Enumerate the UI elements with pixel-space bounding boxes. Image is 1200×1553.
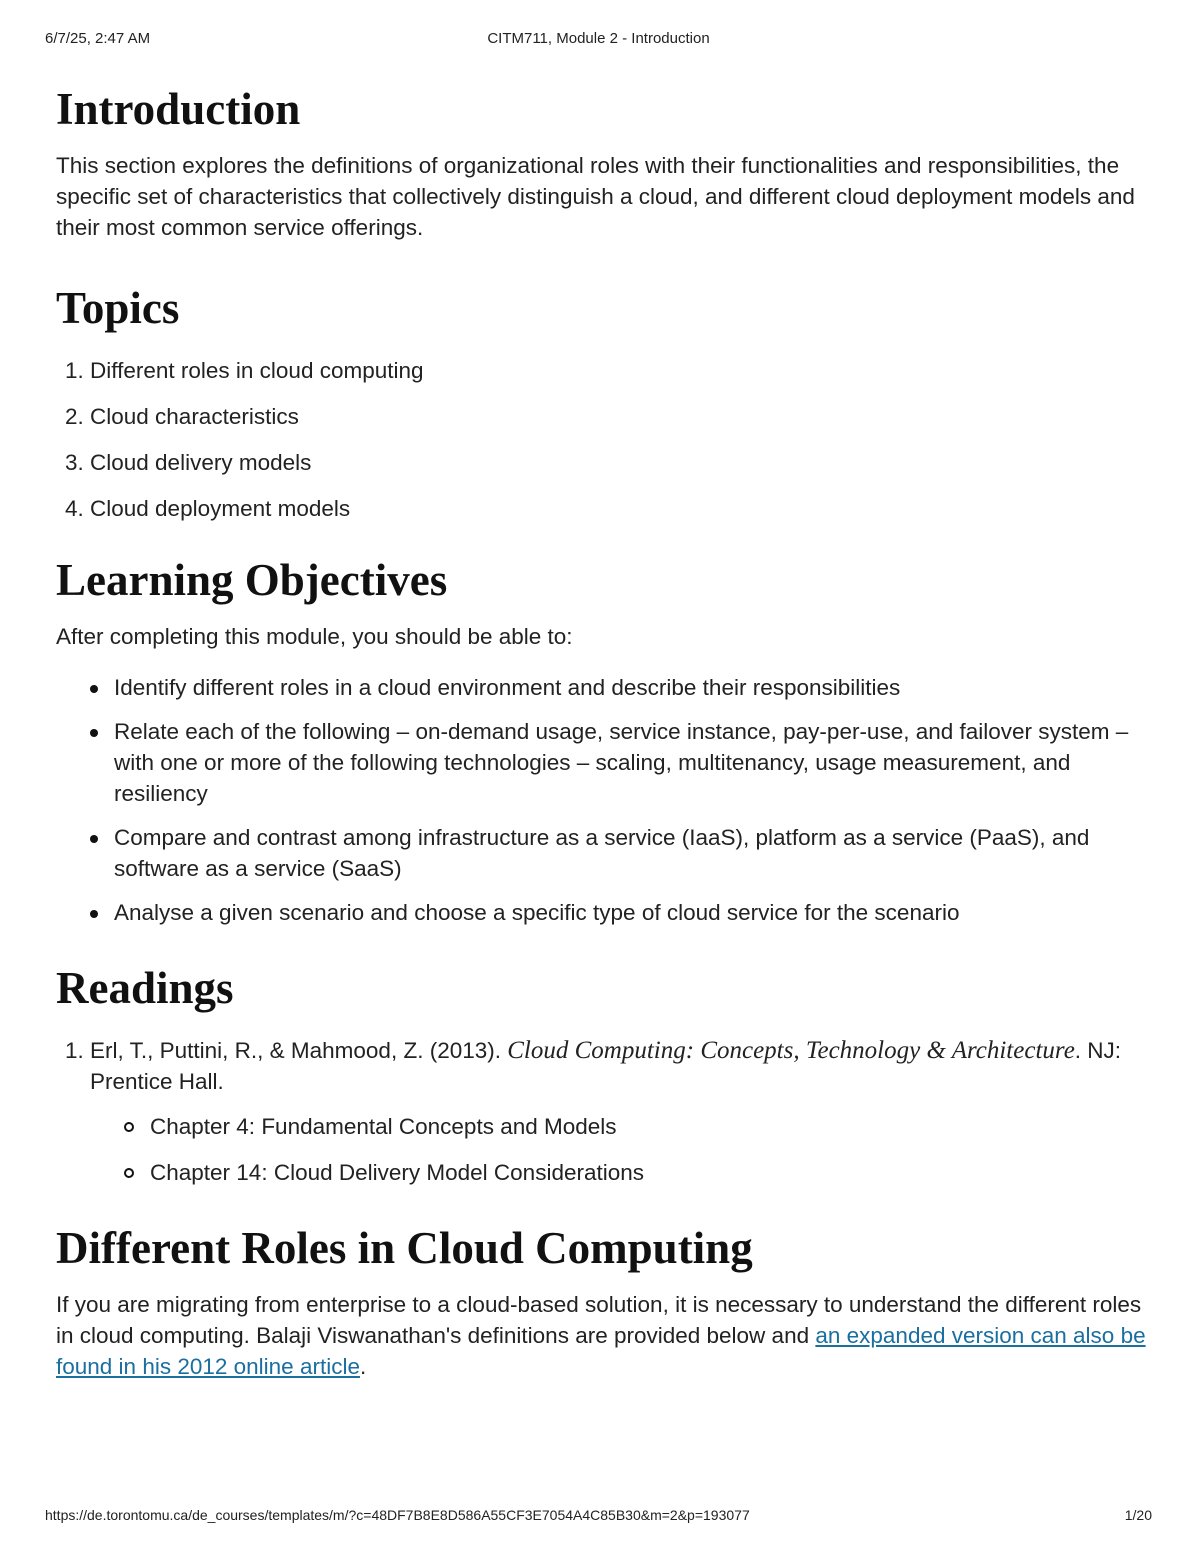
topics-list (90, 355, 1146, 524)
roles-section (56, 1219, 1146, 1382)
topic-item: 4. Cloud deployment models (90, 493, 1146, 524)
reading-chapter-item: Chapter 14: Cloud Delivery Model Considerations (150, 1157, 1146, 1188)
article-link[interactable]: an expanded version can also be found in his 2012 online article (56, 1323, 1146, 1379)
main-content (56, 80, 1146, 1382)
reading-chapters-list (150, 1111, 1146, 1188)
introduction-heading: Introduction (56, 84, 301, 134)
page-number: 1/20 (1124, 1507, 1152, 1523)
roles-body (56, 1289, 1146, 1382)
print-footer (45, 1507, 1152, 1527)
introduction-section (56, 80, 1146, 243)
reading-authors: Erl, T., Puttini, R., & Mahmood, Z. (2013). (90, 1038, 508, 1063)
reading-item (90, 1035, 1146, 1188)
roles-heading: Different Roles in Cloud Computing (56, 1223, 753, 1273)
reading-publisher: . NJ: Prentice Hall. (90, 1038, 1122, 1094)
objective-item: Identify different roles in a cloud environment and describe their responsibilities (114, 672, 1146, 703)
readings-list (90, 1035, 1146, 1188)
print-datetime: 6/7/25, 2:47 AM (45, 30, 151, 47)
roles-body-text: If you are migrating from enterprise to a cloud-based solution, it is necessary to understand the different roles in cloud computing. Balaji Viswanathan's definitions are provided below and (56, 1292, 1142, 1348)
topic-item: 2. Cloud characteristics (90, 401, 1146, 432)
print-header (45, 30, 1152, 50)
topics-heading: Topics (56, 283, 180, 333)
print-url: https://de.torontomu.ca/de_courses/templates/m/?c=48DF7B8E8D586A55CF3E7054A4C85B30&m=2&p=193077 (45, 1507, 750, 1523)
readings-heading: Readings (56, 963, 234, 1013)
topics-section (56, 279, 1146, 524)
learning-objectives-heading: Learning Objectives (56, 555, 448, 605)
objectives-list (114, 672, 1146, 928)
topic-item: 3. Cloud delivery models (90, 447, 1146, 478)
topic-item: 1. Different roles in cloud computing (90, 355, 1146, 386)
learning-objectives-intro: After completing this module, you should be able to: (56, 624, 573, 649)
reading-chapter-item: Chapter 4: Fundamental Concepts and Models (150, 1111, 1146, 1142)
print-page-title: CITM711, Module 2 - Introduction (487, 30, 710, 47)
objective-item: Relate each of the following – on-demand usage, service instance, pay-per-use, and failover system – with one or more of the following technologies – scaling, multitenancy, usage measurement, and resiliency (114, 716, 1146, 809)
roles-body-end: . (359, 1354, 367, 1379)
objective-item: Analyse a given scenario and choose a specific type of cloud service for the scenario (114, 897, 1146, 928)
readings-section (56, 959, 1146, 1188)
introduction-body: This section explores the definitions of organizational roles with their functionalities and responsibilities, the specific set of characteristics that collectively distinguish a cloud, and different cloud deployment models and their most common service offerings. (56, 153, 1135, 240)
objective-item: Compare and contrast among infrastructure as a service (IaaS), platform as a service (PaaS), and software as a service (SaaS) (114, 822, 1146, 884)
learning-objectives-section (56, 551, 1146, 928)
reading-book-title: Cloud Computing: Concepts, Technology & Architecture (507, 1037, 1075, 1064)
